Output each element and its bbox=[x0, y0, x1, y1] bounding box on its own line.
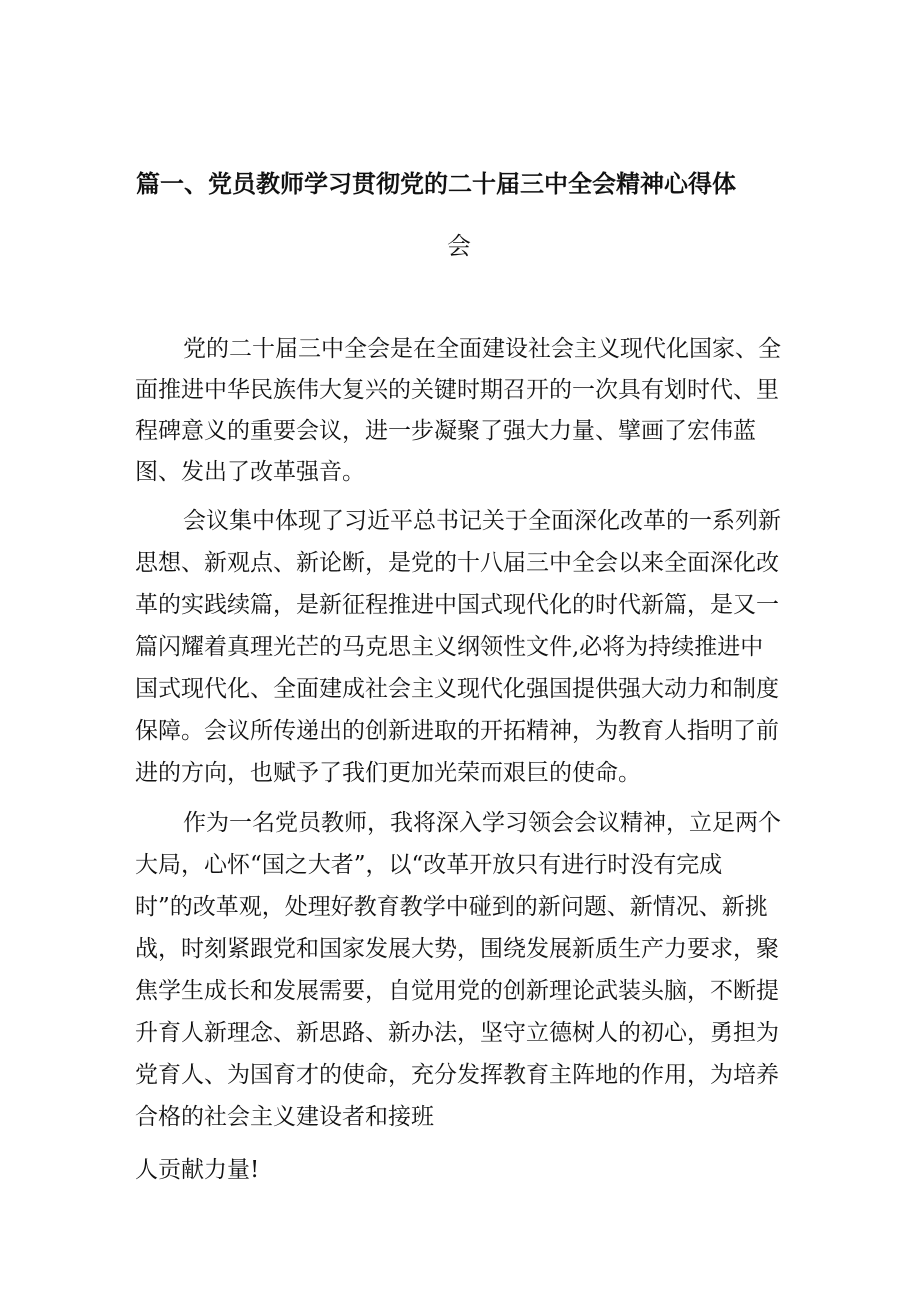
paragraph-3-line-2: 大局，心怀“国之大者”，以“改革开放只有进行时没有完成 bbox=[135, 852, 723, 878]
paragraph-3-line-7: 党育人、为国育才的使命，充分发挥教育主阵地的作用，为培养 bbox=[135, 1062, 779, 1088]
paragraph-3-line-3: 时”的改革观，处理好教育教学中碰到的新问题、新情况、新挑 bbox=[135, 894, 768, 920]
paragraph-1-line-2: 面推进中华民族伟大复兴的关键时期召开的一次具有划时代、里 bbox=[135, 377, 779, 403]
paragraph-3-line-4: 战，时刻紧跟党和国家发展大势，围绕发展新质生产力要求，聚 bbox=[135, 936, 779, 962]
paragraph-3-line-9: 人贡献力量! bbox=[135, 1157, 260, 1183]
paragraph-1-line-3: 程碑意义的重要会议，进一步凝聚了强大力量、擘画了宏伟蓝 bbox=[135, 418, 756, 444]
paragraph-3-line-6: 升育人新理念、新思路、新办法，坚守立德树人的初心，勇担为 bbox=[135, 1020, 779, 1046]
paragraph-1-line-1: 党的二十届三中全会是在全面建设社会主义现代化国家、全 bbox=[183, 336, 781, 362]
paragraph-1-line-4: 图、发出了改革强音。 bbox=[135, 459, 365, 485]
paragraph-3-line-5: 焦学生成长和发展需要，自觉用党的创新理论武装头脑，不断提 bbox=[135, 978, 779, 1004]
paragraph-3-line-8: 合格的社会主义建设者和接班 bbox=[135, 1104, 434, 1130]
paragraph-2-line-1: 会议集中体现了习近平总书记关于全面深化改革的一系列新 bbox=[183, 508, 781, 534]
paragraph-2-line-3: 革的实践续篇，是新征程推进中国式现代化的时代新篇，是又一 bbox=[135, 592, 779, 618]
paragraph-3-line-1: 作为一名党员教师，我将深入学习领会会议精神，立足两个 bbox=[183, 810, 781, 836]
document-title-continuation: 会 bbox=[447, 232, 471, 260]
paragraph-2-line-4: 篇闪耀着真理光芒的马克思主义纲领性文件,必将为持续推进中 bbox=[135, 634, 764, 660]
paragraph-2-line-5: 国式现代化、全面建成社会主义现代化强国提供强大动力和制度 bbox=[135, 676, 779, 702]
document-title: 篇一、党员教师学习贯彻党的二十届三中全会精神心得体 bbox=[136, 169, 736, 198]
paragraph-2-line-7: 进的方向，也赋予了我们更加光荣而艰巨的使命。 bbox=[135, 760, 641, 786]
paragraph-2-line-6: 保障。会议所传递出的创新进取的开拓精神，为教育人指明了前 bbox=[135, 718, 779, 744]
paragraph-2-line-2: 思想、新观点、新论断，是党的十八届三中全会以来全面深化改 bbox=[135, 550, 779, 576]
